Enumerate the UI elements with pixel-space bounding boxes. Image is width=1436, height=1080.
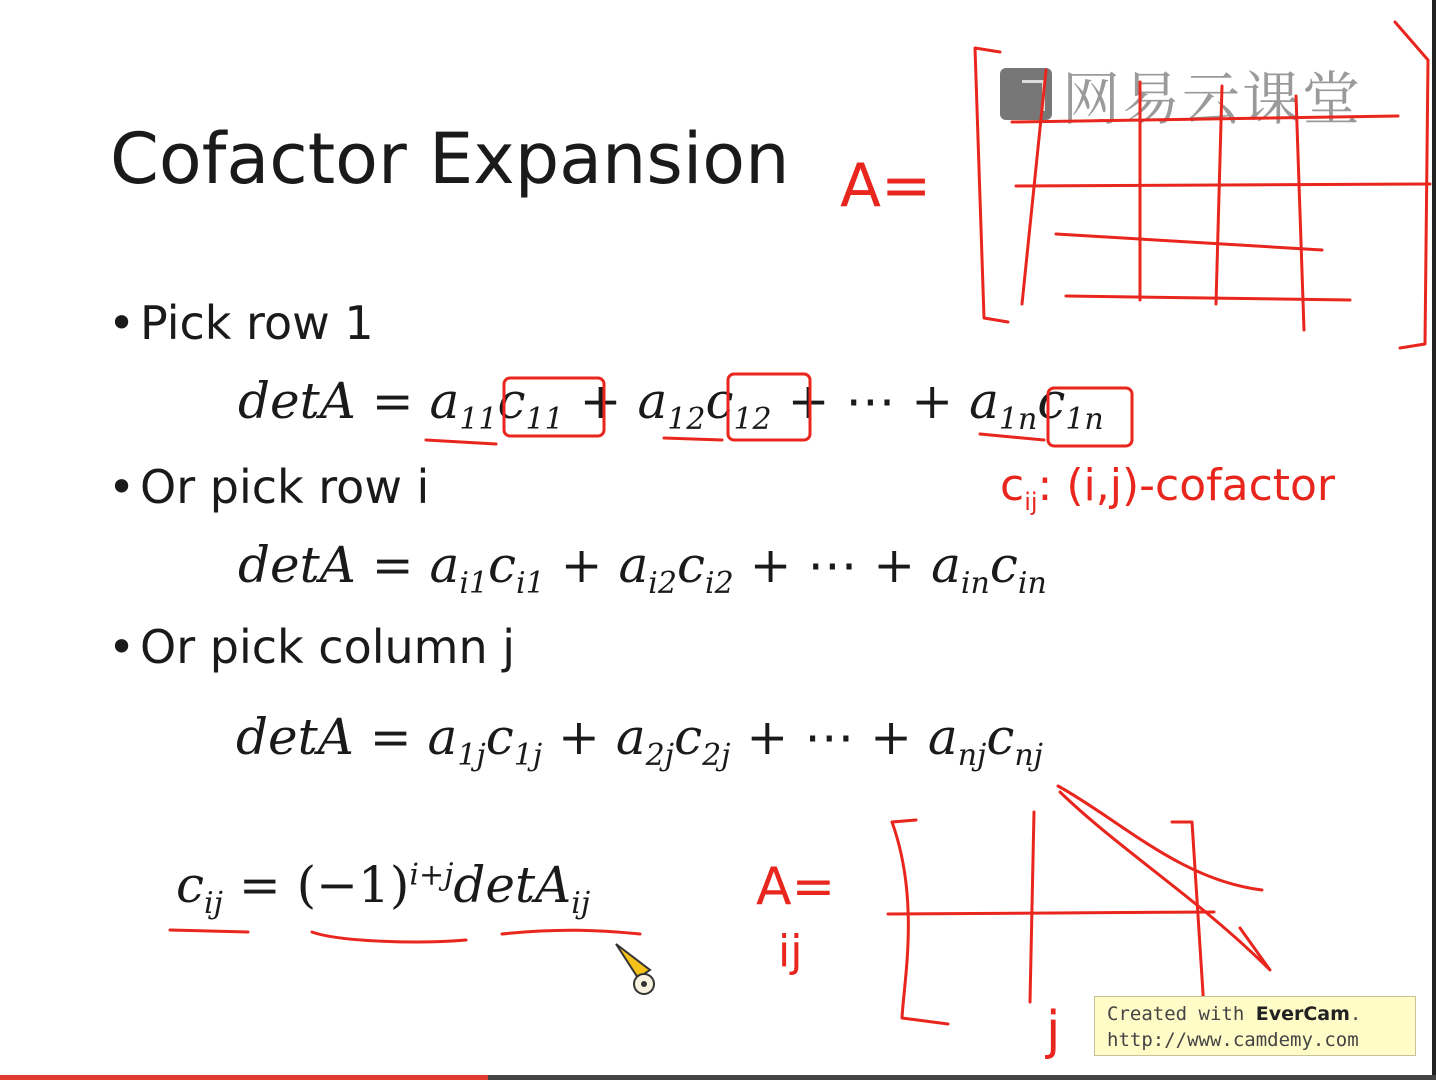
matrix-grid-line xyxy=(1066,296,1350,300)
bullet-icon: • xyxy=(108,296,136,350)
arrow-icon xyxy=(1060,792,1270,970)
matrix-bracket-left xyxy=(975,48,1008,322)
a-ij-equals-label: A= xyxy=(756,857,836,917)
bullet-text: Pick row 1 xyxy=(140,296,374,350)
matrix-grid-line xyxy=(1296,96,1304,330)
equation-column-j: $\det A = a_{1j}c_{1j} + a_{2j}c_{2j}$ + ⋯ + $a_{nj}c_{nj}$ xyxy=(236,708,1043,773)
evercam-url: http://www.camdemy.com xyxy=(1107,1029,1359,1051)
bullet-text: Or pick row i xyxy=(140,460,430,514)
cofactor-definition: $c_{ij} = (-1)^{i+j}\det A_{ij}$ xyxy=(176,856,591,921)
evercam-badge: Created with EverCam. http://www.camdemy.com xyxy=(1094,996,1416,1056)
underline-a12 xyxy=(664,438,722,440)
highlight-box-c11 xyxy=(504,378,604,436)
equation-row-1: $\det A = a_{11}c_{11} + a_{12}c_{12}$ + ⋯ + $a_{1n}c_{1n}$ xyxy=(238,372,1104,437)
bullet-icon: • xyxy=(108,460,136,514)
watermark-text: 网易云课堂 xyxy=(1062,65,1363,133)
underline-det xyxy=(502,930,640,934)
video-progress-fill xyxy=(0,1075,488,1080)
slide-title: Cofactor Expansion xyxy=(110,118,790,200)
equation-row-i: $\det A = a_{i1}c_{i1} + a_{i2}c_{i2}$ + ⋯ + $a_{in}c_{in}$ xyxy=(238,536,1047,601)
window-edge xyxy=(1432,0,1436,1080)
submatrix-row-line xyxy=(888,912,1214,914)
highlight-box-c12 xyxy=(728,374,810,440)
cofactor-annotation: $c_{ij}$: (i,j)-cofactor xyxy=(1000,460,1336,516)
highlight-box-c1n xyxy=(1048,388,1132,446)
underline-sign xyxy=(312,932,466,942)
bullet-icon: • xyxy=(108,620,136,674)
a-ij-subscript: ij xyxy=(778,926,803,977)
bullet-text: Or pick column j xyxy=(140,620,516,674)
pencil-cursor-icon xyxy=(612,940,662,1002)
submatrix-col-line xyxy=(1030,812,1034,1002)
underline-cij xyxy=(170,930,248,932)
underline-a1n xyxy=(980,434,1044,440)
matrix-grid-line xyxy=(1012,116,1398,122)
underline-a11 xyxy=(426,440,496,444)
video-progress-bar[interactable] xyxy=(0,1075,1436,1080)
a-equals-label: A= xyxy=(840,151,932,221)
j-column-label: j xyxy=(1046,1001,1061,1061)
matrix-grid-line xyxy=(1016,184,1430,186)
submatrix-bracket-left xyxy=(892,820,948,1024)
matrix-grid-line xyxy=(1056,234,1322,250)
